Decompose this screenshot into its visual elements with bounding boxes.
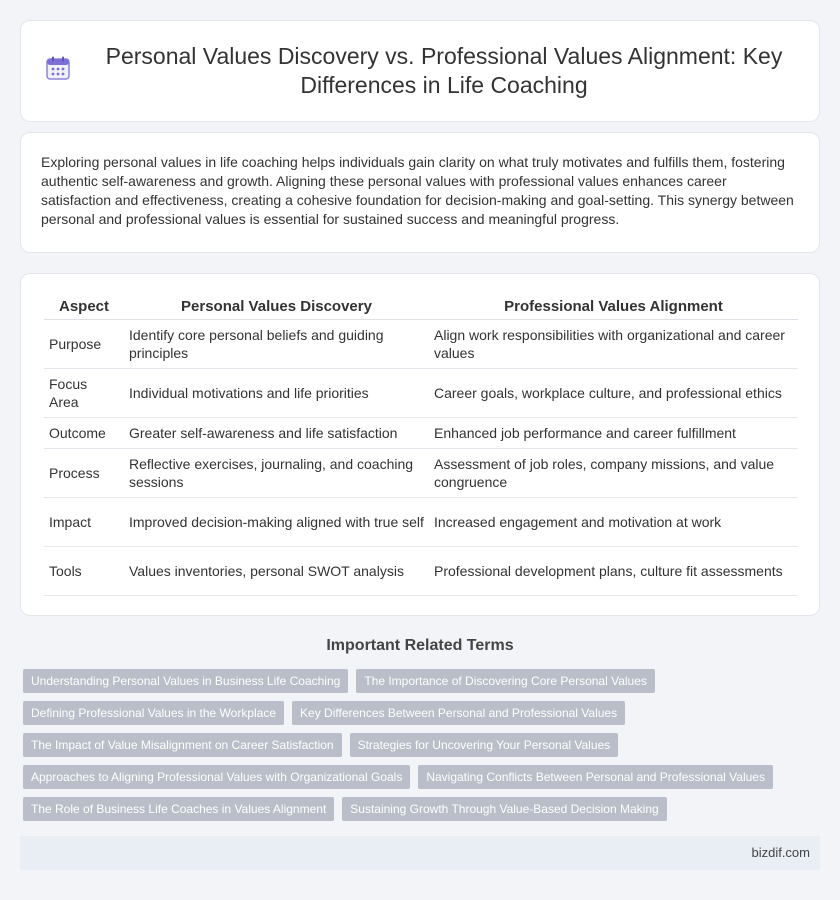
table-cell: Identify core personal beliefs and guiding principles <box>124 320 429 369</box>
table-row <box>44 547 798 596</box>
table-row <box>44 320 798 369</box>
related-term-tag[interactable]: The Role of Business Life Coaches in Values Alignment <box>23 797 334 821</box>
table-cell: Impact <box>44 498 124 547</box>
table-row <box>44 369 798 418</box>
header-card <box>20 20 820 122</box>
table-cell: Greater self-awareness and life satisfaction <box>124 418 429 449</box>
related-term-tag[interactable]: Understanding Personal Values in Business Life Coaching <box>23 669 348 693</box>
comparison-table-card <box>20 273 820 616</box>
related-term-tag[interactable]: Key Differences Between Personal and Professional Values <box>292 701 625 725</box>
related-term-tag[interactable]: Approaches to Aligning Professional Values with Organizational Goals <box>23 765 410 789</box>
calendar-icon <box>45 55 71 81</box>
table-cell: Assessment of job roles, company missions, and value congruence <box>429 449 798 498</box>
page-title: Personal Values Discovery vs. Professional Values Alignment: Key Differences in Life Coaching <box>105 43 783 98</box>
table-row <box>44 498 798 547</box>
intro-card <box>20 132 820 253</box>
related-term-tag[interactable]: The Impact of Value Misalignment on Career Satisfaction <box>23 733 342 757</box>
footer-site-link[interactable]: bizdif.com <box>751 845 810 860</box>
column-header-personal: Personal Values Discovery <box>124 294 429 320</box>
table-cell: Career goals, workplace culture, and professional ethics <box>429 369 798 418</box>
column-header-professional: Professional Values Alignment <box>429 294 798 320</box>
table-cell: Increased engagement and motivation at work <box>429 498 798 547</box>
table-row <box>44 418 798 449</box>
related-terms-heading: Important Related Terms <box>326 637 514 654</box>
related-term-tag[interactable]: Defining Professional Values in the Workplace <box>23 701 284 725</box>
intro-paragraph: Exploring personal values in life coaching helps individuals gain clarity on what truly motivates and fulfills them, fostering authentic self-awareness and growth. Aligning these personal values with professional values enhances career satisfaction and effectiveness, creating a cohesive foundation for decision-making and goal-setting. This synergy between personal and professional values is essential for sustained success and meaningful progress. <box>41 154 794 227</box>
table-cell: Values inventories, personal SWOT analysis <box>124 547 429 596</box>
table-cell: Outcome <box>44 418 124 449</box>
related-term-tag[interactable]: Strategies for Uncovering Your Personal Values <box>350 733 619 757</box>
table-cell: Improved decision-making aligned with true self <box>124 498 429 547</box>
footer <box>20 836 820 870</box>
table-cell: Tools <box>44 547 124 596</box>
table-cell: Reflective exercises, journaling, and coaching sessions <box>124 449 429 498</box>
table-cell: Professional development plans, culture fit assessments <box>429 547 798 596</box>
table-cell: Process <box>44 449 124 498</box>
table-cell: Individual motivations and life priorities <box>124 369 429 418</box>
related-term-tag[interactable]: Sustaining Growth Through Value-Based Decision Making <box>342 797 666 821</box>
related-term-tag[interactable]: The Importance of Discovering Core Personal Values <box>356 669 655 693</box>
table-cell: Align work responsibilities with organizational and career values <box>429 320 798 369</box>
comparison-table <box>44 294 798 596</box>
table-cell: Focus Area <box>44 369 124 418</box>
table-row <box>44 449 798 498</box>
table-cell: Enhanced job performance and career fulfillment <box>429 418 798 449</box>
table-cell: Purpose <box>44 320 124 369</box>
related-terms-list <box>23 669 823 821</box>
column-header-aspect: Aspect <box>44 294 124 320</box>
table-header-row <box>44 294 798 320</box>
related-term-tag[interactable]: Navigating Conflicts Between Personal and Professional Values <box>418 765 773 789</box>
